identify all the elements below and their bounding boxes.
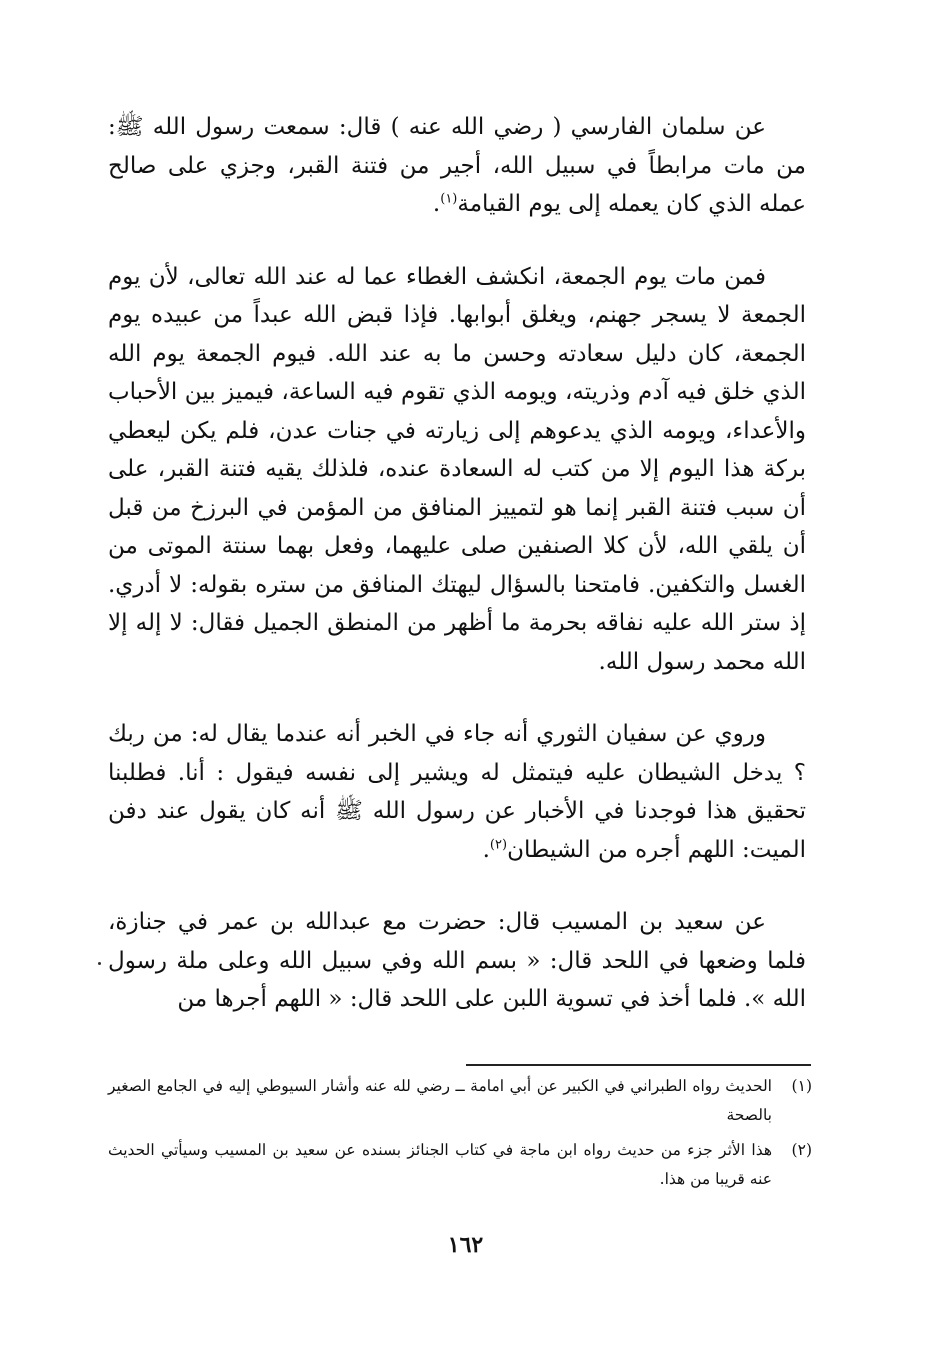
- footnote-text: الحديث رواه الطبراني في الكبير عن أبي امامة ــ رضي لله عنه وأشار السيوطي إليه في الجامع الصغير بالصحة: [108, 1077, 772, 1124]
- footnote-number: (١): [791, 1077, 812, 1095]
- paragraph-sufyan: [108, 715, 806, 869]
- paragraph-text: فمن مات يوم الجمعة، انكشف الغطاء عما له عند الله تعالى، لأن يوم الجمعة لا يسجر جهنم، ويغلق أبوابها. فإذا قبض الله عبداً من عبيده يوم الجمعة، كان دليل سعادته وحسن ما به عند الله. فيوم الجمعة يوم الله الذي خلق فيه آدم وذريته، ويومه الذي تقوم فيه الساعة، فيميز بين الأحباب والأعداء، ويومه الذي يدعوهم إلى زيارته في جنات عدن، فلم يكن ليعطي بركة هذا اليوم إلا من كتب له السعادة عنده، فلذلك يقيه فتنة القبر، على أن سبب فتنة القبر إنما هو لتمييز المنافق من المؤمن في البرزخ من قبل أن يلقي الله، لأن كلا الصنفين صلى عليهما، وفعل بهما سنتة الموتى من الغسل والتكفين. فامتحنا بالسؤال ليهتك المنافق من ستره بقوله: لا أدري. إذ ستر الله عليه نفاقه بحرمة ما أظهر من المنطق الجميل فقال: لا إله إلا الله محمد رسول الله.: [108, 263, 806, 675]
- main-text: [108, 108, 806, 1019]
- footnote-ref: (١): [440, 191, 458, 207]
- footnotes: [108, 1072, 812, 1200]
- footnote: [108, 1072, 812, 1130]
- paragraph-text: عن سعيد بن المسيب قال: حضرت مع عبدالله بن عمر في جنازة، فلما وضعها في اللحد قال: « بسم الله وفي سبيل الله وعلى ملة رسول الله ». فلما أخذ في تسوية اللبن على اللحد قال: « اللهم أجرها من: [108, 909, 806, 1012]
- paragraph-end: .: [432, 191, 441, 217]
- footnote-ref: (٢): [489, 836, 508, 852]
- paragraph-end: .: [482, 836, 490, 863]
- paragraph-salman-hadith: [108, 108, 806, 224]
- footnote-divider: [466, 1064, 811, 1066]
- footnote: [108, 1136, 812, 1194]
- stray-dot: [98, 962, 101, 965]
- paragraph-text: عن سلمان الفارسي ( رضي الله عنه ) قال: سمعت رسول الله ﷺ: من مات مرابطاً في سبيل الله، أجير من فتنة القبر، وجزي على صالح عمله الذي كان يعمله إلى يوم القيامة: [108, 114, 806, 217]
- paragraph-friday: [108, 258, 806, 682]
- paragraph-said-ibn-musayyib: [108, 903, 806, 1019]
- footnote-text: هذا الأثر جزء من حديث رواه ابن ماجة في كتاب الجنائز بسنده عن سعيد بن المسيب وسيأتي الحديث عنه قريبا من هذا.: [108, 1141, 772, 1188]
- paragraph-text: وروي عن سفيان الثوري أنه جاء في الخبر أنه عندما يقال له: من ربك ؟ يدخل الشيطان عليه فيتمثل له ويشير إلى نفسه فيقول : أنا. فطلبنا تحقيق هذا فوجدنا في الأخبار عن رسول الله ﷺ أنه كان يقول عند دفن الميت: اللهم أجره من الشيطان: [108, 721, 806, 863]
- page-number: ١٦٢: [447, 1232, 484, 1258]
- footnote-number: (٢): [791, 1141, 812, 1159]
